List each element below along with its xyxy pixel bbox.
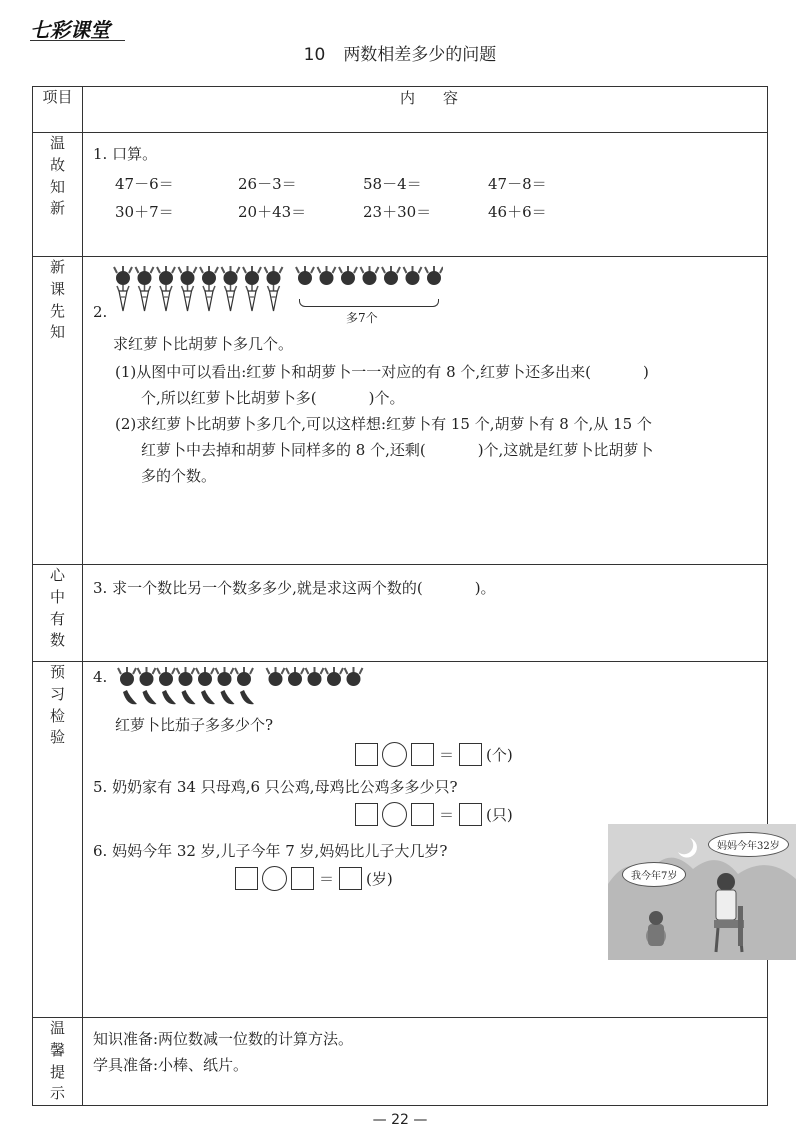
- q4-answer-boxes: ＝ (个): [355, 742, 513, 770]
- section-mind-label: 心中有数: [33, 565, 83, 662]
- q5-question: 5. 奶奶家有 34 只母鸡,6 只公鸡,母鸡比公鸡多多少只?: [93, 778, 458, 796]
- section-learn: [83, 257, 768, 565]
- q1-problem: 26－3＝: [238, 175, 297, 193]
- q2-part2-line3: 多的个数。: [141, 467, 217, 485]
- q1-problem: 23＋30＝: [363, 203, 432, 221]
- header-content: 内 容: [83, 87, 768, 133]
- q2-part1-line2: 个,所以红萝卜比胡萝卜多( )个。: [141, 389, 405, 407]
- red-radish-icon: [177, 667, 195, 686]
- red-radish-icon: [136, 266, 154, 285]
- section-preview: [83, 662, 780, 1018]
- section-mind: [83, 565, 768, 662]
- brace-label: 多7个: [346, 311, 378, 325]
- eggplant-icon: [143, 690, 157, 704]
- q2-number: 2.: [93, 303, 108, 321]
- red-radish-icon: [345, 667, 363, 686]
- difference-brace: [299, 299, 439, 307]
- tips-line2: 学具准备:小棒、纸片。: [93, 1056, 249, 1074]
- red-radish-icon: [267, 667, 285, 686]
- q1-problem: 58－4＝: [363, 175, 422, 193]
- red-radish-icon: [306, 667, 324, 686]
- eggplant-icon: [221, 690, 235, 704]
- speech-bubble-son: 我今年7岁: [622, 862, 686, 887]
- mother-son-illustration: [608, 824, 796, 960]
- speech-bubble-mom: 妈妈今年32岁: [708, 832, 789, 857]
- eggplant-icon: [240, 690, 254, 704]
- red-radish-icon: [382, 266, 400, 285]
- red-radish-icon: [114, 266, 132, 285]
- section-review-label: 温故知新: [33, 133, 83, 257]
- q1-problem: 30＋7＝: [115, 203, 174, 221]
- red-radish-icon: [265, 266, 283, 285]
- q6-question: 6. 妈妈今年 32 岁,儿子今年 7 岁,妈妈比儿子大几岁?: [93, 842, 448, 860]
- red-radish-icon: [325, 667, 343, 686]
- section-tips-label: 温馨提示: [33, 1018, 83, 1106]
- q2-question: 求红萝卜比胡萝卜多几个。: [113, 335, 294, 353]
- q3-text: 3. 求一个数比另一个数多多少,就是求这两个数的( )。: [93, 579, 496, 597]
- red-radish-icon: [339, 266, 357, 285]
- q2-part2-line2: 红萝卜中去掉和胡萝卜同样多的 8 个,还剩( )个,这就是红萝卜比胡萝卜: [141, 441, 654, 459]
- page-title: [0, 40, 800, 65]
- carrot-icon: [203, 285, 215, 311]
- red-radish-icon: [157, 266, 175, 285]
- q4-question: 红萝卜比茄子多多少个?: [115, 716, 274, 734]
- section-learn-label: 新课先知: [33, 257, 83, 565]
- vegetable-illustration: [113, 263, 443, 321]
- q2-part2-line1: (2)求红萝卜比胡萝卜多几个,可以这样想:红萝卜有 15 个,胡萝卜有 8 个,从 15 个: [115, 415, 652, 433]
- carrot-icon: [182, 285, 194, 311]
- carrot-icon: [160, 285, 172, 311]
- red-radish-icon: [216, 667, 234, 686]
- red-radish-icon: [286, 667, 304, 686]
- brand-logo: 七彩课堂: [30, 18, 110, 42]
- red-radish-icon: [425, 266, 443, 285]
- q1-problem: 47－8＝: [488, 175, 547, 193]
- lesson-number: 10: [303, 45, 326, 65]
- red-radish-icon: [179, 266, 197, 285]
- radish-eggplant-illustration: [115, 666, 375, 710]
- carrot-icon: [139, 285, 151, 311]
- red-radish-icon: [118, 667, 136, 686]
- red-radish-icon: [157, 667, 175, 686]
- eggplant-icon: [182, 690, 196, 704]
- carrot-icon: [225, 285, 237, 311]
- worksheet-table: [32, 86, 780, 1106]
- page-number: — 22 —: [372, 1112, 428, 1128]
- carrot-icon: [268, 285, 280, 311]
- red-radish-icon: [235, 667, 253, 686]
- q5-answer-boxes: ＝ (只): [355, 802, 513, 830]
- q1-problem: 47－6＝: [115, 175, 174, 193]
- red-radish-icon: [243, 266, 261, 285]
- carrot-icon: [117, 285, 129, 311]
- q6-answer-boxes: ＝ (岁): [235, 866, 393, 894]
- eggplant-icon: [201, 690, 215, 704]
- eggplant-icon: [162, 690, 176, 704]
- header-item: 项目: [33, 87, 83, 133]
- q1-title: 1. 口算。: [93, 145, 158, 163]
- q4-number: 4.: [93, 668, 108, 686]
- eggplant-icon: [123, 690, 137, 704]
- red-radish-icon: [200, 266, 218, 285]
- tips-line1: 知识准备:两位数减一位数的计算方法。: [93, 1030, 354, 1048]
- lesson-title: 两数相差多少的问题: [343, 45, 497, 65]
- carrot-icon: [246, 285, 258, 311]
- q1-problem: 46＋6＝: [488, 203, 547, 221]
- section-tips: [83, 1018, 768, 1106]
- red-radish-icon: [296, 266, 314, 285]
- red-radish-icon: [138, 667, 156, 686]
- red-radish-icon: [318, 266, 336, 285]
- q2-part1-line1: (1)从图中可以看出:红萝卜和胡萝卜一一对应的有 8 个,红萝卜还多出来( ): [115, 363, 649, 381]
- section-review: [83, 133, 768, 257]
- q1-problem: 20＋43＝: [238, 203, 307, 221]
- red-radish-icon: [404, 266, 422, 285]
- section-preview-label: 预习检验: [33, 662, 83, 1018]
- red-radish-icon: [222, 266, 240, 285]
- red-radish-icon: [196, 667, 214, 686]
- red-radish-icon: [361, 266, 379, 285]
